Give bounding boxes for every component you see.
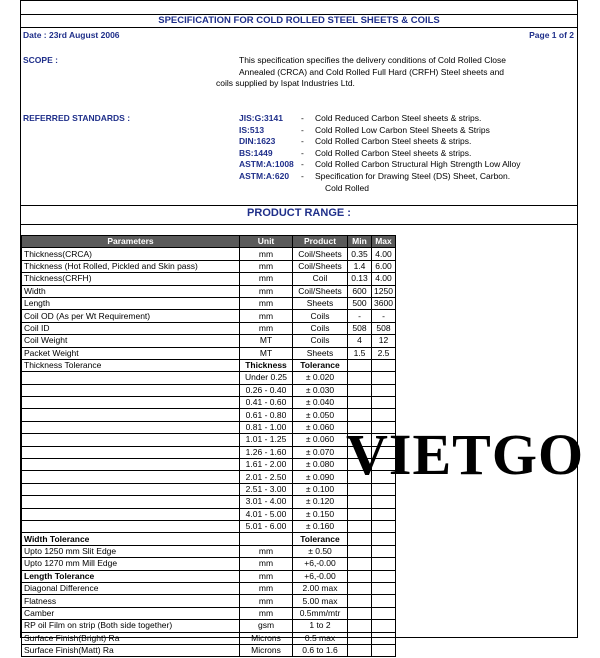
max-cell: 3600 [372,297,396,309]
empty-cell [22,508,240,520]
table-row [22,620,396,632]
min-cell: 600 [348,285,372,297]
unit-cell: mm [240,310,293,322]
standard-code: ASTM:A:1008 [239,159,294,170]
max-cell: 12 [372,335,396,347]
parameter-cell: Upto 1270 mm Mill Edge [22,558,240,570]
table-row [22,322,396,334]
table-row [22,297,396,309]
parameter-cell: Camber [22,607,240,619]
parameter-cell: Length Tolerance [22,570,240,582]
standard-item [239,171,565,183]
empty-cell [372,508,396,520]
parameter-cell: Coil Weight [22,335,240,347]
thickness-range-cell: 0.41 - 0.60 [240,397,293,409]
unit-cell: Microns [240,632,293,644]
unit-cell: mm [240,558,293,570]
empty-cell [372,372,396,384]
min-cell: 1.5 [348,347,372,359]
unit-cell: Microns [240,644,293,656]
parameter-cell: RP oil Film on strip (Both side together) [22,620,240,632]
empty-cell [22,372,240,384]
tolerance-cell: ± 0.030 [293,384,348,396]
standard-dash: - [301,147,304,158]
value-cell: 0.5 max [293,632,348,644]
empty-cell [372,607,396,619]
product-range-title: PRODUCT RANGE : [247,207,351,219]
empty-cell [372,520,396,532]
thickness-range-cell: 2.01 - 2.50 [240,471,293,483]
value-cell: +6,-0.00 [293,570,348,582]
table-row [22,409,396,421]
max-cell: 508 [372,322,396,334]
empty-cell [372,582,396,594]
table-row [22,508,396,520]
empty-cell [348,644,372,656]
min-cell: 500 [348,297,372,309]
parameter-cell: Thickness (Hot Rolled, Pickled and Skin pass) [22,260,240,272]
scope-label: SCOPE : [23,55,58,65]
table-row [22,273,396,285]
empty-cell [240,533,293,545]
empty-cell [22,409,240,421]
product-cell: Coil/Sheets [293,260,348,272]
table-row [22,632,396,644]
unit-cell: mm [240,582,293,594]
table-row [22,248,396,260]
standard-dash: - [301,159,304,170]
standard-dash: - [301,170,304,181]
table-row [22,496,396,508]
parameter-cell: Width Tolerance [22,533,240,545]
table-row [22,421,396,433]
empty-cell [22,434,240,446]
table-row [22,459,396,471]
page-number: Page 1 of 2 [529,30,574,40]
empty-cell [348,409,372,421]
empty-cell [348,533,372,545]
empty-cell [348,520,372,532]
min-cell: 0.35 [348,248,372,260]
empty-cell [372,384,396,396]
min-cell: 1.4 [348,260,372,272]
unit-cell: mm [240,285,293,297]
standard-dash: - [301,136,304,147]
standards-label: REFERRED STANDARDS : [23,113,131,123]
standard-dash: - [301,124,304,135]
parameter-cell: Surface Finish(Matt) Ra [22,644,240,656]
parameter-cell: Width [22,285,240,297]
value-cell: 0.5mm/mtr [293,607,348,619]
standard-item [239,113,565,125]
thickness-header-cell: Thickness [240,359,293,371]
divider [20,224,578,225]
parameter-cell: Thickness(CRFH) [22,273,240,285]
empty-cell [372,644,396,656]
scope-text [216,55,546,90]
product-cell: Coils [293,310,348,322]
tolerance-cell: ± 0.080 [293,459,348,471]
vietgo-watermark-logo: VIETGO [346,422,585,487]
empty-cell [348,508,372,520]
standard-code: ASTM:A:620 [239,170,290,181]
table-row [22,372,396,384]
empty-cell [348,359,372,371]
tolerance-cell: ± 0.060 [293,421,348,433]
max-cell: 4.00 [372,273,396,285]
empty-cell [372,359,396,371]
value-cell: 2.00 max [293,582,348,594]
table-row [22,384,396,396]
divider [20,205,578,206]
unit-cell: mm [240,273,293,285]
thickness-range-cell: 3.01 - 4.00 [240,496,293,508]
thickness-range-cell: Under 0.25 [240,372,293,384]
table-row [22,607,396,619]
parameter-cell: Length [22,297,240,309]
unit-cell: mm [240,297,293,309]
thickness-range-cell: 0.81 - 1.00 [240,421,293,433]
tolerance-header-cell: Tolerance [293,359,348,371]
table-row [22,260,396,272]
unit-cell: mm [240,322,293,334]
standards-list [239,113,565,194]
product-cell: Coils [293,322,348,334]
scope-line: This specification specifies the delivery conditions of Cold Rolled Close [239,55,506,65]
tolerance-cell: ± 0.120 [293,496,348,508]
document-date: Date : 23rd August 2006 [23,30,120,40]
parameter-cell: Packet Weight [22,347,240,359]
max-cell: 1250 [372,285,396,297]
tolerance-cell: ± 0.020 [293,372,348,384]
scope-line: Annealed (CRCA) and Cold Rolled Full Hard (CRFH) Steel sheets and [239,66,505,77]
tolerance-cell: ± 0.50 [293,545,348,557]
table-row [22,310,396,322]
empty-cell [348,582,372,594]
tolerance-cell: ± 0.060 [293,434,348,446]
table-row [22,434,396,446]
standard-item [239,148,565,160]
empty-cell [348,384,372,396]
standard-code: BS:1449 [239,147,273,158]
empty-cell [372,409,396,421]
thickness-range-cell: 2.51 - 3.00 [240,483,293,495]
tolerance-header-cell: Tolerance [293,533,348,545]
standard-item [239,159,565,171]
empty-cell [348,607,372,619]
empty-cell [372,595,396,607]
tolerance-cell: ± 0.160 [293,520,348,532]
empty-cell [22,397,240,409]
standard-code: IS:513 [239,124,265,135]
document-title: SPECIFICATION FOR COLD ROLLED STEEL SHEETS & COILS [20,14,578,28]
product-cell: Coil/Sheets [293,285,348,297]
standard-item [239,125,565,137]
unit-cell: mm [240,595,293,607]
max-cell: 4.00 [372,248,396,260]
parameter-cell: Coil OD (As per Wt Requirement) [22,310,240,322]
header-product: Product [293,236,348,248]
empty-cell [372,570,396,582]
thickness-range-cell: 1.01 - 1.25 [240,434,293,446]
empty-cell [22,483,240,495]
unit-cell: mm [240,545,293,557]
standard-description: Specification for Drawing Steel (DS) Sheet, Carbon. [315,170,511,181]
table-row [22,570,396,582]
product-range-table [21,235,396,657]
empty-cell [22,446,240,458]
parameter-cell: Flatness [22,595,240,607]
empty-cell [372,620,396,632]
empty-cell [372,558,396,570]
unit-cell: MT [240,347,293,359]
table-row [22,335,396,347]
standard-continuation: Cold Rolled [325,182,369,193]
empty-cell [22,384,240,396]
standard-description: Cold Rolled Low Carbon Steel Sheets & Strips [315,124,490,135]
tolerance-cell: ± 0.070 [293,446,348,458]
header-min: Min [348,236,372,248]
table-row [22,644,396,656]
thickness-range-cell: 5.01 - 6.00 [240,520,293,532]
min-cell: 508 [348,322,372,334]
standard-description: Cold Rolled Carbon Steel sheets & strips. [315,136,472,147]
min-cell: 4 [348,335,372,347]
standard-description: Cold Reduced Carbon Steel sheets & strips. [315,113,482,123]
product-cell: Sheets [293,347,348,359]
standard-description: Cold Rolled Carbon Structural High Strength Low Alloy [315,159,521,170]
product-cell: Sheets [293,297,348,309]
tolerance-cell: ± 0.150 [293,508,348,520]
tolerance-cell: ± 0.040 [293,397,348,409]
tolerance-cell: ± 0.090 [293,471,348,483]
empty-cell [22,421,240,433]
table-row [22,397,396,409]
table-row [22,471,396,483]
thickness-range-cell: 0.26 - 0.40 [240,384,293,396]
table-row [22,595,396,607]
parameter-cell: Diagonal Difference [22,582,240,594]
min-cell: - [348,310,372,322]
empty-cell [372,632,396,644]
table-row [22,582,396,594]
empty-cell [348,620,372,632]
header-max: Max [372,236,396,248]
unit-cell: gsm [240,620,293,632]
empty-cell [372,533,396,545]
standard-item [239,136,565,148]
min-cell: 0.13 [348,273,372,285]
max-cell: 2.5 [372,347,396,359]
empty-cell [22,471,240,483]
table-row [22,347,396,359]
parameter-cell: Upto 1250 mm Slit Edge [22,545,240,557]
tolerance-cell: ± 0.050 [293,409,348,421]
thickness-range-cell: 4.01 - 5.00 [240,508,293,520]
empty-cell [348,372,372,384]
tolerance-cell: ± 0.100 [293,483,348,495]
empty-cell [372,545,396,557]
table-row [22,533,396,545]
max-cell: 6.00 [372,260,396,272]
thickness-range-cell: 0.61 - 0.80 [240,409,293,421]
value-cell: 1 to 2 [293,620,348,632]
thickness-range-cell: 1.26 - 1.60 [240,446,293,458]
value-cell: 0.6 to 1.6 [293,644,348,656]
table-row [22,285,396,297]
empty-cell [348,632,372,644]
parameter-cell: Coil ID [22,322,240,334]
unit-cell: mm [240,248,293,260]
empty-cell [22,496,240,508]
empty-cell [372,397,396,409]
unit-cell: MT [240,335,293,347]
empty-cell [22,459,240,471]
table-row [22,446,396,458]
value-cell: 5.00 max [293,595,348,607]
empty-cell [372,496,396,508]
scope-line: coils supplied by Ispat Industries Ltd. [216,78,355,88]
tolerance-cell: +6,-0.00 [293,558,348,570]
header-unit: Unit [240,236,293,248]
parameter-cell: Thickness(CRCA) [22,248,240,260]
thickness-range-cell: 1.61 - 2.00 [240,459,293,471]
table-row [22,558,396,570]
standard-dash: - [301,113,304,123]
empty-cell [22,520,240,532]
empty-cell [348,397,372,409]
parameter-cell: Thickness Tolerance [22,359,240,371]
table-header-row [22,236,396,248]
table-row [22,359,396,371]
empty-cell [348,496,372,508]
standard-code: JIS:G:3141 [239,113,283,123]
unit-cell: mm [240,607,293,619]
empty-cell [348,545,372,557]
unit-cell: mm [240,570,293,582]
table-row [22,520,396,532]
empty-cell [348,558,372,570]
table-row [22,483,396,495]
empty-cell [348,570,372,582]
max-cell: - [372,310,396,322]
unit-cell: mm [240,260,293,272]
standard-code: DIN:1623 [239,136,276,147]
product-cell: Coils [293,335,348,347]
product-cell: Coil/Sheets [293,248,348,260]
table-row [22,545,396,557]
standard-description: Cold Rolled Carbon Steel sheets & strips. [315,147,472,158]
header-parameters: Parameters [22,236,240,248]
empty-cell [348,595,372,607]
product-cell: Coil [293,273,348,285]
parameter-cell: Surface Finish(Bright) Ra [22,632,240,644]
